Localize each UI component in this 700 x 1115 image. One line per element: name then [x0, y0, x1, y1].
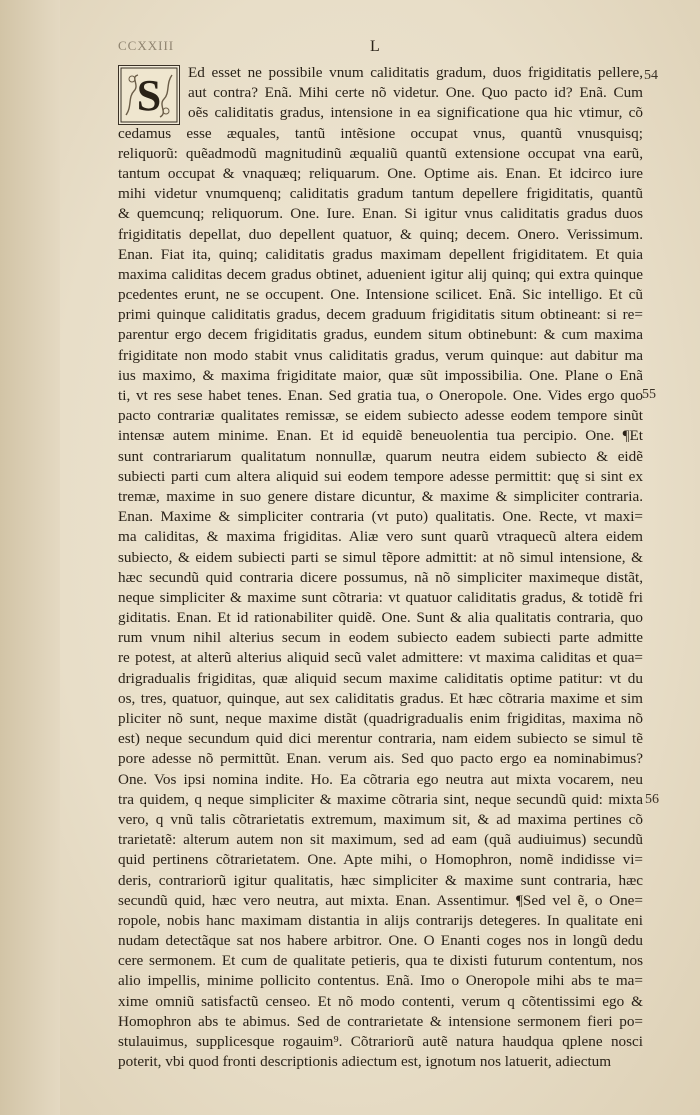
text-line: pacto contrariæ qualitates remissæ, se eidem subiecto adesse eodem tempore sinũt — [118, 407, 643, 425]
text-line: tremæ, maxime in suo genere distare dicuntur, & maxime & simpliciter contraria. — [118, 487, 643, 505]
text-line: ropole, nobis hanc maximam distantia in alijs contrarijs detegeres. In qualitate eni — [118, 911, 643, 929]
text-line: frigiditate non modo stabit vnus caliditatis gradus, verum quinque: aut dabitur ma — [118, 346, 643, 364]
text-line: pliciter nõ sunt, neque maxime distãt (quadrigradualis enim frigiditas, maxima nõ — [118, 710, 643, 727]
text-line: tantum occupat & vnaquæq; reliquarum. One. Optime ais. Enan. Et idcirco iure — [118, 164, 643, 182]
text-line: quid pertinens cõtrarietatem. One. Apte mihi, o Homophron, nomẽ indidisse vi= — [118, 851, 643, 869]
marginal-number: 54 — [644, 68, 658, 83]
text-line: ius maximo, & maxima frigiditate maior, quæ sũt impossibilia. One. Plane o Enã — [118, 366, 643, 384]
text-line: ma caliditas, & maxima frigiditas. Aliæ vero sunt quarũ vtraquecũ altera eidem — [118, 528, 643, 546]
text-line: intensæ autem minime. Enan. Et id equidẽ beneuolentia tua percipio. One. ¶Et — [118, 427, 643, 445]
text-line: subiecti parti cum altera aliquid sui eodem tempore adesse permittit: quę si sint ex — [118, 467, 643, 485]
text-line: rum vnum nihil alterius secum in eodem subiecto eadem subiecti parte admitte — [118, 629, 643, 647]
text-line: stulauimus, supplicesque rogauim⁹. Cõtrariorũ autẽ natura haudqua qplene nosci — [118, 1033, 643, 1050]
marginal-number: 56 — [645, 792, 659, 807]
text-line: cedamus esse æquales, tantũ intẽsione occupat vnus, quantũ vnusquisq; — [118, 124, 643, 142]
text-line: re potest, at alterũ alterius aliquid secũ valet admittere: vt maxima caliditas et qua= — [118, 649, 643, 667]
text-line: oẽs caliditatis gradus, intensione in ea significatione qua hic vtimur, cõ — [188, 104, 643, 122]
text-line: frigiditatis depellat, duo depellent quatuor, & quinq; decem. Onero. Verissimum. — [118, 225, 643, 243]
binding-gutter — [0, 0, 60, 1115]
folio-number: CCXXIII — [118, 38, 175, 53]
text-line: est) neque secundum quid dici merentur contraria, nam eidem subiecto se simul tẽ — [118, 730, 643, 748]
text-line: nudam detectãque sat nos habere arbitror. One. O Enanti coges nos in longũ dedu — [118, 932, 643, 950]
text-line: primi quinque caliditatis gradus, decem graduum frigiditatis situm obtineant: si re= — [118, 306, 643, 324]
text-line: hæc secundũ quid contraria dicere possumus, nã nõ simpliciter maximeque distãt, — [118, 568, 643, 586]
text-line: mihi videtur vnumquenq; caliditatis gradum tantum depellere frigiditatis, quantũ — [118, 185, 643, 203]
text-line: & quemcunq; reliquorum. One. Iure. Enan. Si igitur vnus caliditatis gradus duos — [118, 205, 643, 223]
text-line: pore adesse nõ permittũt. Enan. verum ais. Sed quo pacto ergo ea nominabimus? — [118, 750, 643, 768]
text-line: trarietatẽ: alterum autem non sit maximum, sed ad eam (quã audiuimus) secundũ — [118, 831, 643, 849]
text-line: vero, q vnũ talis cõtrarietatis extremum, maximum sit, & ad maxima pertines cõ — [118, 810, 643, 828]
text-line: xime omniũ satisfactũ censeo. Et nõ modo contenti, verum q cõtentissimi ego & — [118, 992, 643, 1010]
text-line: parentur ergo decem frigiditatis gradus, eundem situm obtinebunt: & cum maxima — [118, 326, 643, 344]
text-line: deris, contrariorũ igitur qualitatis, hæc simpliciter & maxime sunt contraria, hæc — [118, 871, 643, 889]
text-line: os, tres, quatuor, quinque, aut sex caliditatis gradus. Et hæc cõtraria maxime et sim — [118, 689, 643, 707]
text-line: Homophron abs te abimus. Sed de contrarietate & intensione sermonem fieri po= — [118, 1012, 643, 1030]
text-line: cere sermonem. Et cum de qualitate petieris, qua te dixisti futurum contentum, nos — [118, 952, 643, 970]
text-line: poterit, vbi quod fronti descriptionis adiectum est, ignotum nos latuerit, adiectum — [118, 1053, 612, 1071]
text-line: Enan. Maxime & simpliciter contraria (vt puto) qualitatis. One. Recte, vt maxi= — [118, 508, 643, 526]
running-head — [118, 38, 638, 56]
text-line: secundũ quid, hæc vero neutra, aut mixta. Enan. Assentimur. ¶Sed vel ẽ, o One= — [118, 891, 643, 909]
text-line: ti, vt res sese habet tenes. Enan. Sed gratia tua, o Oneropole. One. Vides ergo quo — [118, 387, 643, 404]
text-line: reliquorũ: quẽadmodũ magnitudinũ æqualiũ quantũ extensione occupat vna earũ, — [118, 144, 643, 162]
text-line: One. Vos ipsi nomina indite. Ho. Ea cõtraria ego neutra aut mixta vocarem, neu — [118, 770, 643, 788]
text-line: neque simpliciter & maxime sunt cõtraria: vt quatuor caliditatis gradus, & totidẽ fri — [118, 588, 643, 606]
text-line: Ed esset ne possibile vnum caliditatis gradum, duos frigiditatis pellere, — [188, 64, 643, 81]
text-line: subiecto, & eidem subiecti parti se simul tẽpore admittit: at nõ simul intensione, & — [118, 548, 643, 566]
marginal-number: 55 — [642, 387, 656, 402]
text-line: giditatis. Enan. Et id rationabiliter quidẽ. One. Sunt & alia qualitatis contraria, quo — [118, 609, 643, 627]
text-line: aut contra? Enã. Mihi certe nõ videtur. One. Quo pacto id? Enã. Cum — [188, 84, 643, 102]
text-line: drigradualis frigiditas, quæ aliquid secum maxime caliditatis optime patitur: vt du — [118, 669, 643, 687]
text-line: sunt contrariarum qualitatum nonnullæ, quarum neutra eidem subiecto & eidẽ — [118, 447, 643, 465]
text-line: tra quidem, q neque simpliciter & maxime cõtraria sint, neque secundũ quid: mixta — [118, 790, 643, 808]
text-line: alio impellis, minime pollicito contentus. Enã. Imo o Oneropole mihi abs te ma= — [118, 972, 643, 990]
text-line: Enan. Fiat ita, quinq; caliditatis gradus maximam depellent frigiditatem. Et quia — [118, 245, 643, 263]
signature-mark: L — [370, 38, 380, 55]
text-line: pcedentes erunt, ne se occupent. One. Intensione scilicet. Enã. Sic intelligo. Et cũ — [118, 286, 643, 304]
text-line: maxima caliditas decem gradus obtinet, aduenient igitur alij quinq; qui extra quinque — [118, 265, 643, 283]
body-text — [118, 63, 643, 1072]
svg-text:S: S — [136, 71, 162, 120]
